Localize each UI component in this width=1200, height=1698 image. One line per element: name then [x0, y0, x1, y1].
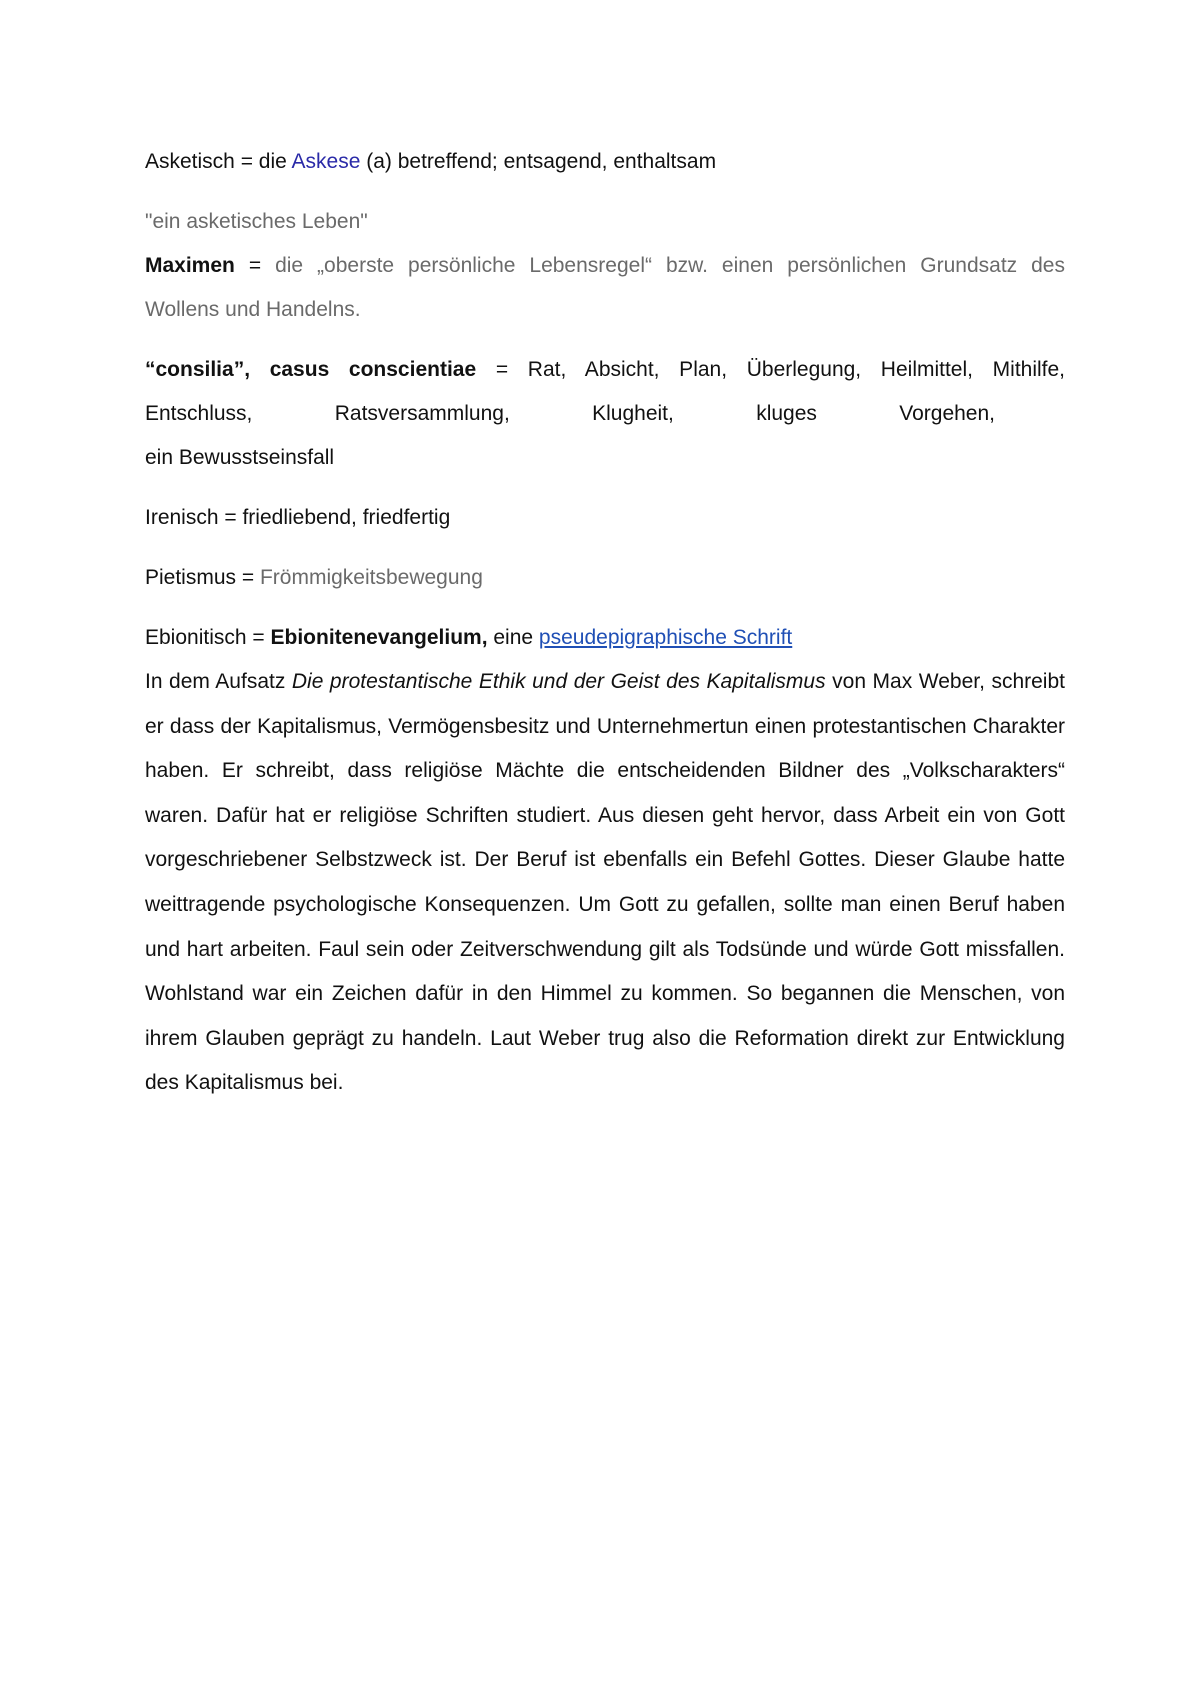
consilia-definition-line3: ein Bewusstseinsfall [145, 446, 335, 469]
essay-body: von Max Weber, schreibt er dass der Kapitalismus, Vermögensbesitz und Unternehmertun einen protestantischen Charakter haben. Er schreibt, dass religiöse Mächte die entscheidenden Bildner des „Volkscharakters“ waren. Dafür hat er religiöse Schriften studiert. Aus diesen geht hervor, dass Arbeit ein von Gott vorgeschriebener Selbstzweck ist. Der Beruf ist ebenfalls ein Befehl Gottes. Dieser Glaube hatte weittragende psychologische Konsequenzen. Um Gott zu gefallen, sollte man einen Beruf haben und hart arbeiten. Faul sein oder Zeitverschwendung gilt als Todsünde und würde Gott missfallen. Wohlstand war ein Zeichen dafür in den Himmel zu kommen. So begannen die Menschen, von ihrem Glauben geprägt zu handeln. Laut Weber trug also die Reformation direkt zur Entwicklung des Kapitalismus bei. [145, 670, 1065, 1095]
entry-ebionitisch [145, 616, 1065, 660]
asketisch-example: "ein asketisches Leben" [145, 210, 368, 233]
entry-consilia [145, 348, 1065, 392]
term-pietismus: Pietismus [145, 566, 237, 589]
term-consilia: “consilia”, casus conscientiae [145, 358, 477, 381]
essay-paragraph [145, 660, 1065, 1106]
essay-intro: In dem Aufsatz [145, 670, 292, 693]
entry-irenisch: Irenisch = friedliebend, friedfertig [145, 506, 451, 529]
ebionitenevangelium: Ebionitenevangelium, [270, 626, 488, 649]
equals-sign: = die [234, 150, 292, 173]
consilia-definition-line1: Rat, Absicht, Plan, Überlegung, Heilmittel, Mithilfe, [527, 358, 1066, 381]
equals-sign: = [476, 358, 528, 381]
entry-pietismus [145, 556, 1065, 600]
pietismus-definition: Frömmigkeitsbewegung [259, 566, 483, 589]
entry-asketisch [145, 140, 1065, 184]
equals-sign: = [236, 566, 260, 589]
consilia-definition-line2: Entschluss, Ratsversammlung, Klugheit, kluges Vorgehen, [145, 402, 995, 425]
askese-word: Askese [291, 150, 361, 173]
ebionitisch-mid: eine [487, 626, 539, 649]
maximen-definition-line2: Wollens und Handelns. [145, 298, 361, 321]
maximen-definition-line1: die „oberste persönliche Lebensregel“ bzw. einen persönlichen Grundsatz des [275, 254, 1065, 277]
equals-sign: = [234, 254, 276, 277]
term-asketisch: Asketisch [145, 150, 235, 173]
asketisch-definition: (a) betreffend; entsagend, enthaltsam [360, 150, 717, 173]
term-maximen: Maximen [145, 254, 235, 277]
entry-maximen [145, 244, 1065, 288]
pseudepigraphische-schrift-link[interactable]: pseudepigraphische Schrift [538, 626, 793, 649]
document-page [145, 140, 1065, 1106]
term-ebionitisch: Ebionitisch = [145, 626, 271, 649]
essay-book-title: Die protestantische Ethik und der Geist des Kapitalismus [291, 670, 826, 693]
